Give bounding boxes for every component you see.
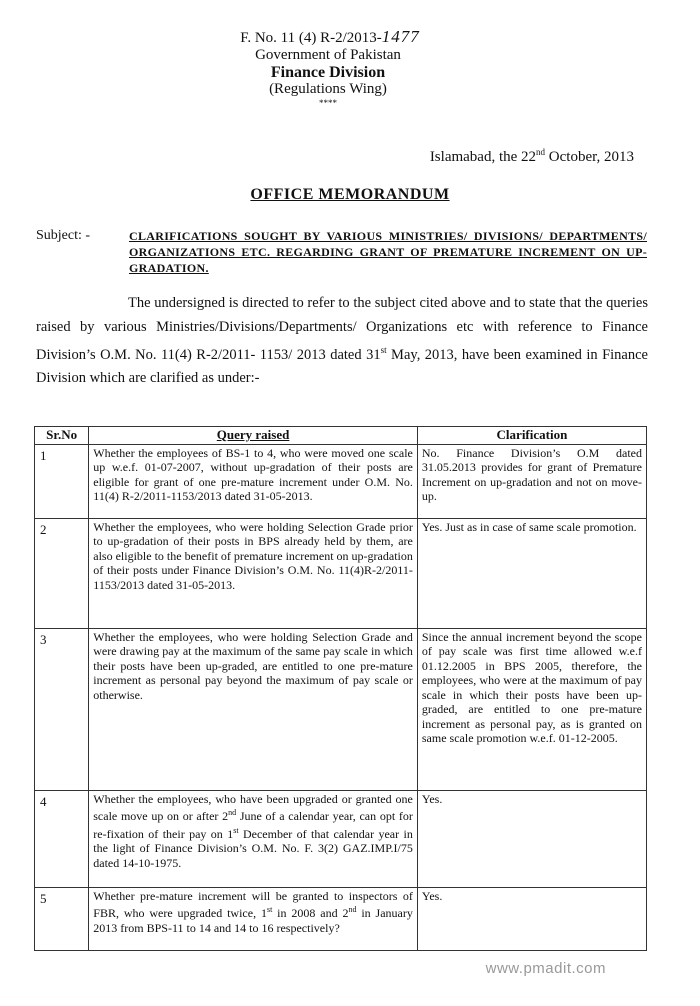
- query-text: December of that calendar year in the light of Finance Division’s O.M. No. F. 3(2) GAZ.IMP.I/75 dated 14-10-1975.: [93, 826, 413, 870]
- government-name: Government of Pakistan: [255, 47, 401, 63]
- query-text: in January 2013 from BPS-11 to 14 and 14 to 16 respectively?: [93, 906, 413, 935]
- clarification-cell: Since the annual increment beyond the scope of pay scale was first time allowed w.e.f 01.12.2005 in BPS 2005, therefore, the employees, who were at the maximum of pay scale in which their posts have been up-graded, are entitled to one pre-mature increment as personal pay, as is granted on same scale promotion w.e.f. 01-12-2005.: [417, 628, 646, 790]
- query-sup: st: [233, 825, 239, 835]
- query-cell: [89, 790, 418, 887]
- query-cell: Whether the employees, who were holding Selection Grade prior to up-gradation of their posts in BPS already held by them, are also eligible to the benefit of premature increment on up-gradation of their posts under Finance Division’s O.M. No. 11(4)R-2/2011-1153/2013 dated 31-05-2013.: [89, 518, 418, 628]
- header-clarification: Clarification: [417, 427, 646, 445]
- query-text: Whether the employees, who have been upgraded or granted one scale move up on or after 2: [93, 791, 413, 823]
- sr-number: 5: [35, 887, 89, 950]
- query-cell: [89, 887, 418, 950]
- query-sup: nd: [348, 905, 357, 914]
- table-row: [35, 887, 647, 950]
- sr-number: 1: [35, 444, 89, 518]
- body-part-2: May, 2013, have been examined in Finance Division which are clarified as under:-: [36, 346, 648, 387]
- table-row: [35, 628, 647, 790]
- query-cell: Whether the employees, who were holding Selection Grade and were drawing pay at the maximum of the same pay scale in which their posts have been up-graded, are entitled to one pre-mature increment as personal pay beyond the maximum of pay scale or otherwise.: [89, 628, 418, 790]
- date-suffix: nd: [536, 147, 546, 157]
- clarification-cell: Yes.: [417, 887, 646, 950]
- memo-date: [430, 147, 634, 166]
- file-number-text: F. No. 11 (4) R-2/2013-: [240, 30, 382, 46]
- table-row: [35, 518, 647, 628]
- stars-divider: ****: [319, 98, 337, 108]
- clarification-cell: Yes.: [417, 790, 646, 887]
- header-sr-no: Sr.No: [35, 427, 89, 445]
- sr-number: 4: [35, 790, 89, 887]
- body-sup: st: [380, 345, 387, 355]
- body-part-1: The undersigned is directed to refer to the subject cited above and to state that the queries raised by various Ministries/Divisions/Departments/ Organizations etc with reference to Finance Division’s O.M. No. 11(4) R-2/2011- 1153/ 2013 dated 31: [36, 295, 648, 363]
- page-title: OFFICE MEMORANDUM: [250, 186, 450, 203]
- header-query: Query raised: [89, 427, 418, 445]
- subject-text: CLARIFICATIONS SOUGHT BY VARIOUS MINISTRIES/ DIVISIONS/ DEPARTMENTS/ ORGANIZATIONS ETC. REGARDING GRANT OF PREMATURE INCREMENT ON UP-GRADATION.: [129, 229, 647, 275]
- query-text: June of a calendar year, can opt for re-fixation of their pay on 1: [93, 809, 413, 841]
- letterhead: [0, 28, 700, 108]
- table-header-row: [35, 427, 647, 445]
- query-text: in 2008 and 2: [272, 906, 349, 920]
- query-text: Whether pre-mature increment will be granted to inspectors of FBR, who were upgraded twice, 1: [93, 888, 413, 920]
- division-name: Finance Division: [270, 64, 386, 81]
- subject-label: Subject: -: [36, 228, 91, 243]
- table-row: [35, 444, 647, 518]
- clarification-cell: Yes. Just as in case of same scale promotion.: [417, 518, 646, 628]
- date-prefix: Islamabad, the 22: [429, 149, 537, 165]
- sr-number: 3: [35, 628, 89, 790]
- handwritten-number: 1477: [381, 27, 420, 46]
- file-number: [0, 28, 680, 47]
- clarification-cell: No. Finance Division’s O.M dated 31.05.2013 provides for grant of Premature Increment on up-gradation and not on move-up.: [417, 444, 646, 518]
- sr-number: 2: [35, 518, 89, 628]
- date-rest: October, 2013: [545, 149, 634, 165]
- watermark: www.pmadit.com: [485, 960, 606, 977]
- table-row: [35, 790, 647, 887]
- query-cell: Whether the employees of BS-1 to 4, who were moved one scale up w.e.f. 01-07-2007, without up-gradation of their posts are eligible for grant of one pre-mature increment under O.M. No. 11(4) R-2/2011-1153/2013 dated 31-05-2013.: [89, 444, 418, 518]
- query-sup: nd: [228, 808, 237, 817]
- clarification-table: [34, 426, 647, 951]
- query-sup: st: [266, 905, 273, 914]
- body-paragraph: [36, 292, 648, 391]
- wing-name: (Regulations Wing): [269, 81, 387, 97]
